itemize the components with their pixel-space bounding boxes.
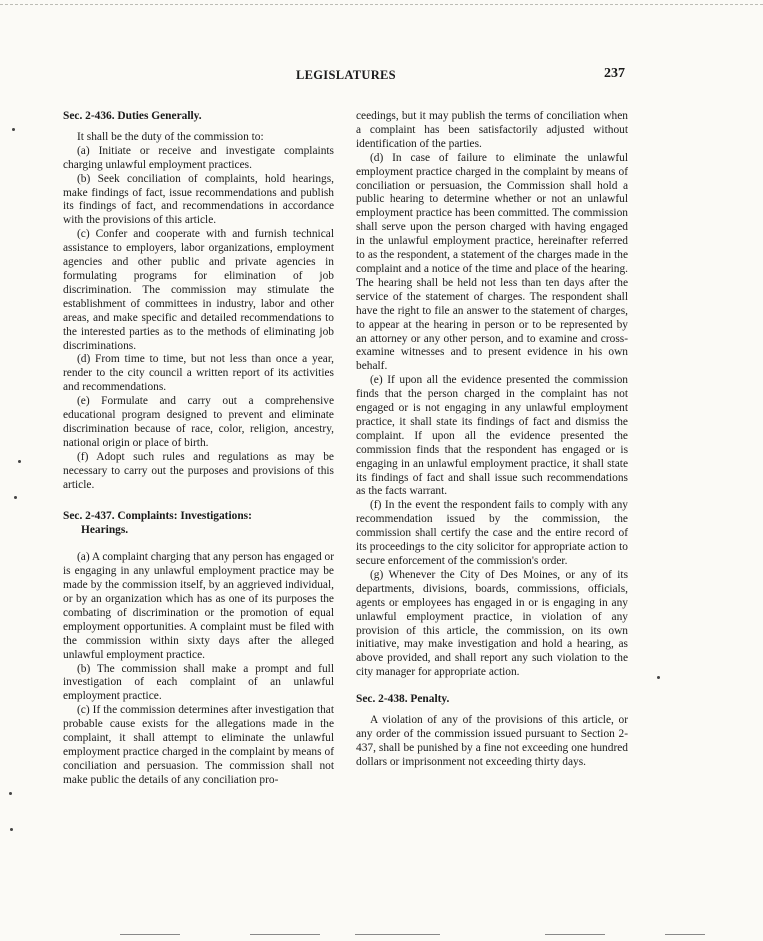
section-heading-2-437 (63, 510, 334, 538)
running-head: LEGISLATURES (296, 68, 396, 82)
bottom-edge-rule (120, 934, 180, 935)
right-column (356, 110, 628, 770)
paragraph-2-437-b: (b) The commission shall make a prompt and full investigation of each complaint of an unlawful employment practice. (63, 662, 334, 703)
paragraph-intro: It shall be the duty of the commission to: (77, 130, 264, 143)
bottom-edge-rule (545, 934, 605, 935)
paragraph-2-436-d: (d) From time to time, but not less than once a year, render to the city council a written report of its activities and recommendations. (63, 353, 334, 394)
margin-speck (12, 128, 15, 131)
section-heading-2-437-line1: Sec. 2-437. Complaints: Investigations: (63, 510, 252, 523)
paragraph-2-437-c-continued: ceedings, but it may publish the terms of conciliation when a complaint has been satisfactorily adjusted without identification of the parties. (356, 110, 628, 150)
paragraph-2-436-c: (c) Confer and cooperate with and furnish technical assistance to employers, labor organizations, employment agencies and other public and private agencies in formulating programs for elimination of job discrimination. The commission may stimulate the establishment of committees in industry, labor and other areas, and make specific and detailed recommendations to the interested parties as to the methods of eliminating job discriminations. (63, 228, 334, 352)
page-number: 237 (604, 66, 625, 81)
bottom-edge-rule (250, 934, 320, 935)
margin-speck (10, 828, 13, 831)
paragraph-2-436-f: (f) Adopt such rules and regulations as may be necessary to carry out the purposes and provisions of this article. (63, 450, 334, 491)
paragraph-2-437-c: (c) If the commission determines after investigation that probable cause exists for the allegations made in the complaint, it shall attempt to eliminate the unlawful employment practice charged in the complaint by means of conciliation and persuasion. The commission shall not make public the details of any conciliation pro- (63, 704, 334, 786)
paragraph-2-437-f: (f) In the event the respondent fails to comply with any recommendation issued by the commission, the commission shall certify the case and the entire record of its proceedings to the city solicitor for appropriate action to secure enforcement of the commission's order. (356, 499, 628, 567)
margin-speck (18, 460, 21, 463)
top-edge-rule (0, 4, 763, 5)
margin-speck (9, 792, 12, 795)
bottom-edge-rule (355, 934, 440, 935)
section-heading-2-438: Sec. 2-438. Penalty. (356, 693, 450, 706)
paragraph-2-437-a: (a) A complaint charging that any person has engaged or is engaging in any unlawful employment practice may be made by the commission itself, by an aggrieved individual, or by an organization which has as one of its purposes the combating of discrimination or the promotion of equal employment opportunities. A complaint must be filed with the commission within sixty days after the alleged unlawful employment practice. (63, 551, 334, 661)
paragraph-2-438: A violation of any of the provisions of this article, or any order of the commission issued pursuant to Section 2-437, shall be punished by a fine not exceeding one hundred dollars or imprisonment not exceeding thirty days. (356, 714, 628, 768)
section-heading-2-437-line2: Hearings. (81, 524, 129, 537)
paragraph-2-437-d: (d) In case of failure to eliminate the unlawful employment practice charged in the complaint by means of conciliation or persuasion, the Commission shall hold a public hearing to determine whether or not an unlawful employment practice has been committed. The commission shall serve upon the person charged with having engaged in the unlawful employment practice, hereinafter referred to as the respondent, a statement of the charges made in the complaint and a notice of the time and place of the hearing. The hearing shall be held not less than ten days after the service of the statement of charges. The respondent shall have the right to file an answer to the statement of charges, to appear at the hearing in person or to be represented by an attorney or any other person, and to examine and cross-examine witnesses and to present evidence in his own behalf. (356, 151, 628, 373)
margin-speck (14, 496, 17, 499)
bottom-edge-rule (665, 934, 705, 935)
paragraph-2-437-e: (e) If upon all the evidence presented the commission finds that the person charged in the complaint has not engaged or is not engaging in any unlawful employment practice, it shall state its findings of fact and dismiss the complaint. If upon all the evidence presented the commission finds that the respondent has engaged or is engaging in an unlawful employment practice, it shall state its findings of fact and shall issue such recommendations as the facts warrant. (356, 374, 628, 498)
left-column (63, 110, 334, 788)
paragraph-2-436-e: (e) Formulate and carry out a comprehensive educational program designed to prevent and eliminate discrimination because of race, color, religion, ancestry, national origin or place of birth. (63, 395, 334, 449)
paragraph-2-437-g: (g) Whenever the City of Des Moines, or any of its departments, divisions, boards, commissions, officials, agents or employees has engaged in or is engaging in any unlawful employment practice, in violation of any provision of this article, the commission, on its own initiative, may make investigation and hold a hearing, as above provided, and shall report any such violation to the city manager for appropriate action. (356, 568, 628, 679)
paragraph-2-436-b: (b) Seek conciliation of complaints, hold hearings, make findings of fact, issue recommendations and publish its findings of fact, and recommendations in accordance with the provisions of this article. (63, 172, 334, 227)
margin-speck (657, 676, 660, 679)
section-heading-2-436: Sec. 2-436. Duties Generally. (63, 110, 202, 122)
paragraph-2-436-a: (a) Initiate or receive and investigate complaints charging unlawful employment practices. (63, 144, 334, 171)
